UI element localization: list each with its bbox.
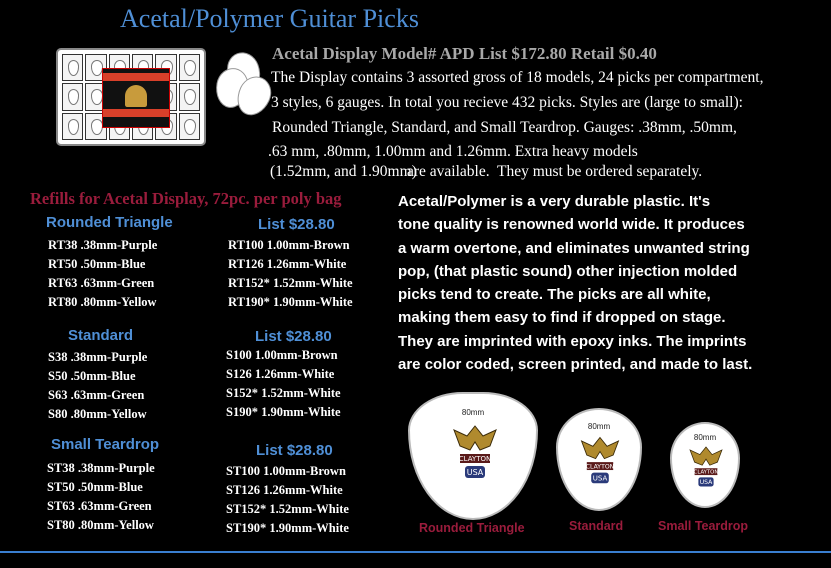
refill-item: ST126 1.26mm-White [226, 483, 343, 497]
acetal-description [398, 190, 818, 376]
group-heading-small-teardrop: Small Teardrop [51, 436, 160, 453]
description-line: They must be ordered separately. [497, 163, 703, 180]
svg-text:CLAYTON: CLAYTON [585, 463, 615, 471]
refill-item: ST190* 1.90mm-White [226, 521, 349, 535]
refill-item: ST80 .80mm-Yellow [47, 518, 154, 532]
refill-item: RT38 .38mm-Purple [48, 238, 158, 252]
display-model-heading: Acetal Display Model# APD List $172.80 Retail $0.40 [272, 44, 657, 63]
refills-heading: Refills for Acetal Display, 72pc. per poly bag [30, 189, 342, 208]
refill-item: RT100 1.00mm-Brown [228, 238, 350, 252]
svg-text:USA: USA [466, 468, 484, 477]
refill-item: ST50 .50mm-Blue [47, 480, 143, 494]
group-heading-rounded-triangle: Rounded Triangle [46, 214, 173, 231]
svg-text:USA: USA [592, 473, 608, 483]
eagle-logo-icon [687, 442, 725, 496]
refill-item: RT152* 1.52mm-White [228, 276, 353, 290]
paragraph-line: are color coded, screen printed, and made to last. [398, 356, 753, 374]
paragraph-line: making them easy to find if dropped on stage. [398, 309, 726, 327]
refill-item: RT80 .80mm-Yellow [48, 295, 157, 309]
loose-picks-image [214, 50, 274, 120]
description-line: are available. [407, 163, 490, 180]
pick-caption-rounded-triangle: Rounded Triangle [419, 521, 525, 535]
description-line: Rounded Triangle, Standard, and Small Teardrop. Gauges: .38mm, .50mm, [272, 119, 737, 136]
list-price-small-teardrop: List $28.80 [256, 442, 333, 459]
svg-text:CLAYTON: CLAYTON [458, 455, 492, 463]
refill-item: S190* 1.90mm-White [226, 405, 341, 419]
refill-item: S152* 1.52mm-White [226, 386, 341, 400]
eagle-logo-icon [578, 432, 622, 494]
small-teardrop-pick-image [670, 422, 740, 508]
svg-text:USA: USA [699, 479, 713, 487]
paragraph-line: pop, (that plastic sound) other injection molded [398, 262, 738, 280]
pick-gauge-label: 80mm [461, 408, 485, 417]
page-title: Acetal/Polymer Guitar Picks [120, 4, 419, 33]
refill-item: S63 .63mm-Green [48, 388, 145, 402]
paragraph-line: a warm overtone, and eliminates unwanted string [398, 239, 750, 257]
refill-item: S50 .50mm-Blue [48, 369, 136, 383]
description-line: 3 styles, 6 gauges. In total you recieve 432 picks. Styles are (large to small): [271, 94, 743, 111]
refill-item: ST100 1.00mm-Brown [226, 464, 346, 478]
svg-text:CLAYTON: CLAYTON [693, 469, 719, 476]
paragraph-line: They are imprinted with epoxy inks. The imprints [398, 332, 747, 350]
refill-item: RT50 .50mm-Blue [48, 257, 146, 271]
refill-item: ST63 .63mm-Green [47, 499, 152, 513]
pick-gauge-label: 80mm [693, 433, 717, 442]
paragraph-line: tone quality is renowned world wide. It produces [398, 216, 745, 234]
refill-item: S100 1.00mm-Brown [226, 348, 338, 362]
pick-caption-small-teardrop: Small Teardrop [658, 519, 749, 533]
refill-item: RT126 1.26mm-White [228, 257, 347, 271]
paragraph-line: Acetal/Polymer is a very durable plastic. It's [398, 193, 711, 210]
description-line: (1.52mm, and 1.90mm) [270, 163, 417, 180]
refill-item: RT63 .63mm-Green [48, 276, 155, 290]
display-center-logo [102, 68, 170, 128]
refill-item: S126 1.26mm-White [226, 367, 335, 381]
paragraph-line: picks tend to create. The picks are all white, [398, 286, 711, 304]
pick-gauge-label: 80mm [587, 422, 611, 431]
refill-item: ST152* 1.52mm-White [226, 502, 349, 516]
display-case-image [56, 48, 206, 146]
bottom-divider [0, 551, 831, 553]
group-heading-standard: Standard [68, 327, 134, 344]
standard-pick-image [556, 408, 642, 511]
refill-item: S38 .38mm-Purple [48, 350, 148, 364]
pick-caption-standard: Standard [569, 519, 624, 533]
description-line: .63 mm, .80mm, 1.00mm and 1.26mm. Extra heavy models [268, 143, 638, 160]
description-line: The Display contains 3 assorted gross of 18 models, 24 picks per compartment, [271, 69, 764, 86]
list-price-rounded-triangle: List $28.80 [258, 216, 335, 233]
rounded-triangle-pick-image [408, 392, 538, 520]
refill-item: RT190* 1.90mm-White [228, 295, 353, 309]
eagle-logo-icon [450, 420, 500, 490]
refill-item: S80 .80mm-Yellow [48, 407, 147, 421]
refill-item: ST38 .38mm-Purple [47, 461, 155, 475]
list-price-standard: List $28.80 [255, 328, 332, 345]
